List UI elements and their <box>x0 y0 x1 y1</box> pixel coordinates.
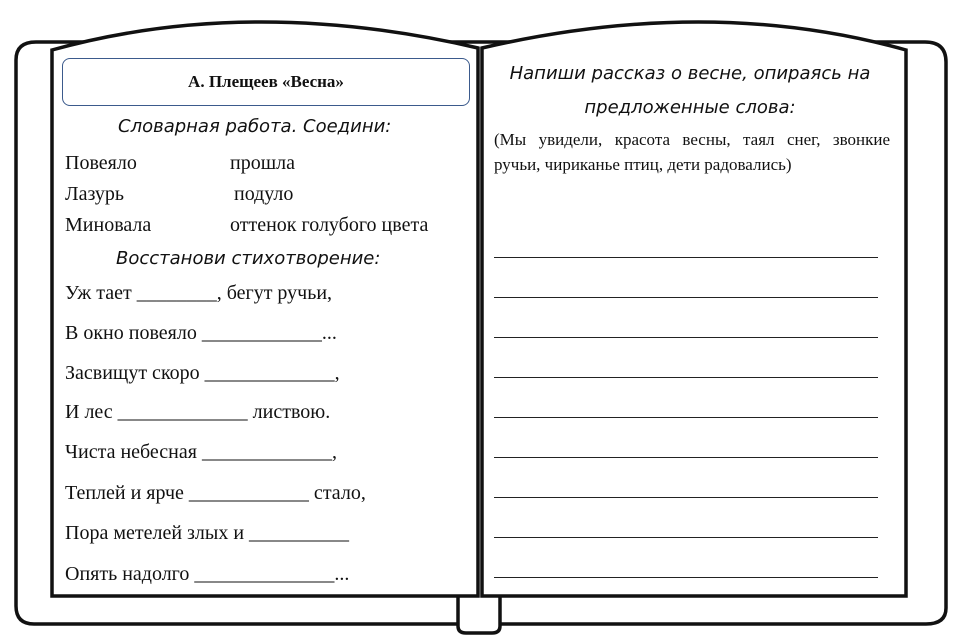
vocab-heading: Словарная работа. Соедини: <box>118 116 392 137</box>
left-page-outline <box>52 22 478 596</box>
vocab-meaning-3: оттенок голубого цвета <box>230 214 429 236</box>
story-task-title-line2: предложенные слова: <box>584 97 796 118</box>
writing-line[interactable] <box>494 497 878 498</box>
writing-line[interactable] <box>494 337 878 338</box>
writing-line[interactable] <box>494 457 878 458</box>
writing-line[interactable] <box>494 417 878 418</box>
writing-line[interactable] <box>494 257 878 258</box>
book-spine-tab <box>458 596 500 633</box>
poem-line-6: Теплей и ярче ____________ стало, <box>65 482 366 504</box>
writing-line[interactable] <box>494 577 878 578</box>
vocab-word-3: Миновала <box>65 214 152 236</box>
poem-line-4: И лес _____________ листвою. <box>65 401 331 423</box>
poem-line-7: Пора метелей злых и __________ <box>65 522 350 544</box>
writing-line[interactable] <box>494 297 878 298</box>
poem-line-3: Засвищут скоро _____________, <box>65 362 340 384</box>
writing-line[interactable] <box>494 537 878 538</box>
poem-line-2: В окно повеяло ____________... <box>65 322 337 344</box>
poem-line-5: Чиста небесная _____________, <box>65 441 337 463</box>
poem-line-8: Опять надолго ______________... <box>65 563 350 585</box>
vocab-word-2: Лазурь <box>65 183 125 205</box>
poem-heading: Восстанови стихотворение: <box>116 248 381 269</box>
story-task-title-line1: Напиши рассказ о весне, опираясь на <box>509 63 871 84</box>
writing-line[interactable] <box>494 377 878 378</box>
vocab-meaning-1: прошла <box>230 152 295 174</box>
poem-line-1: Уж тает ________, бегут ручьи, <box>65 282 333 304</box>
vocab-meaning-2: подуло <box>234 183 294 205</box>
vocab-word-1: Повеяло <box>65 152 137 174</box>
story-prompt-words: (Мы увидели, красота весны, таял снег, звонкие ручьи, чириканье птиц, дети радовались) <box>494 130 890 174</box>
worksheet-title: А. Плещеев «Весна» <box>62 58 470 106</box>
